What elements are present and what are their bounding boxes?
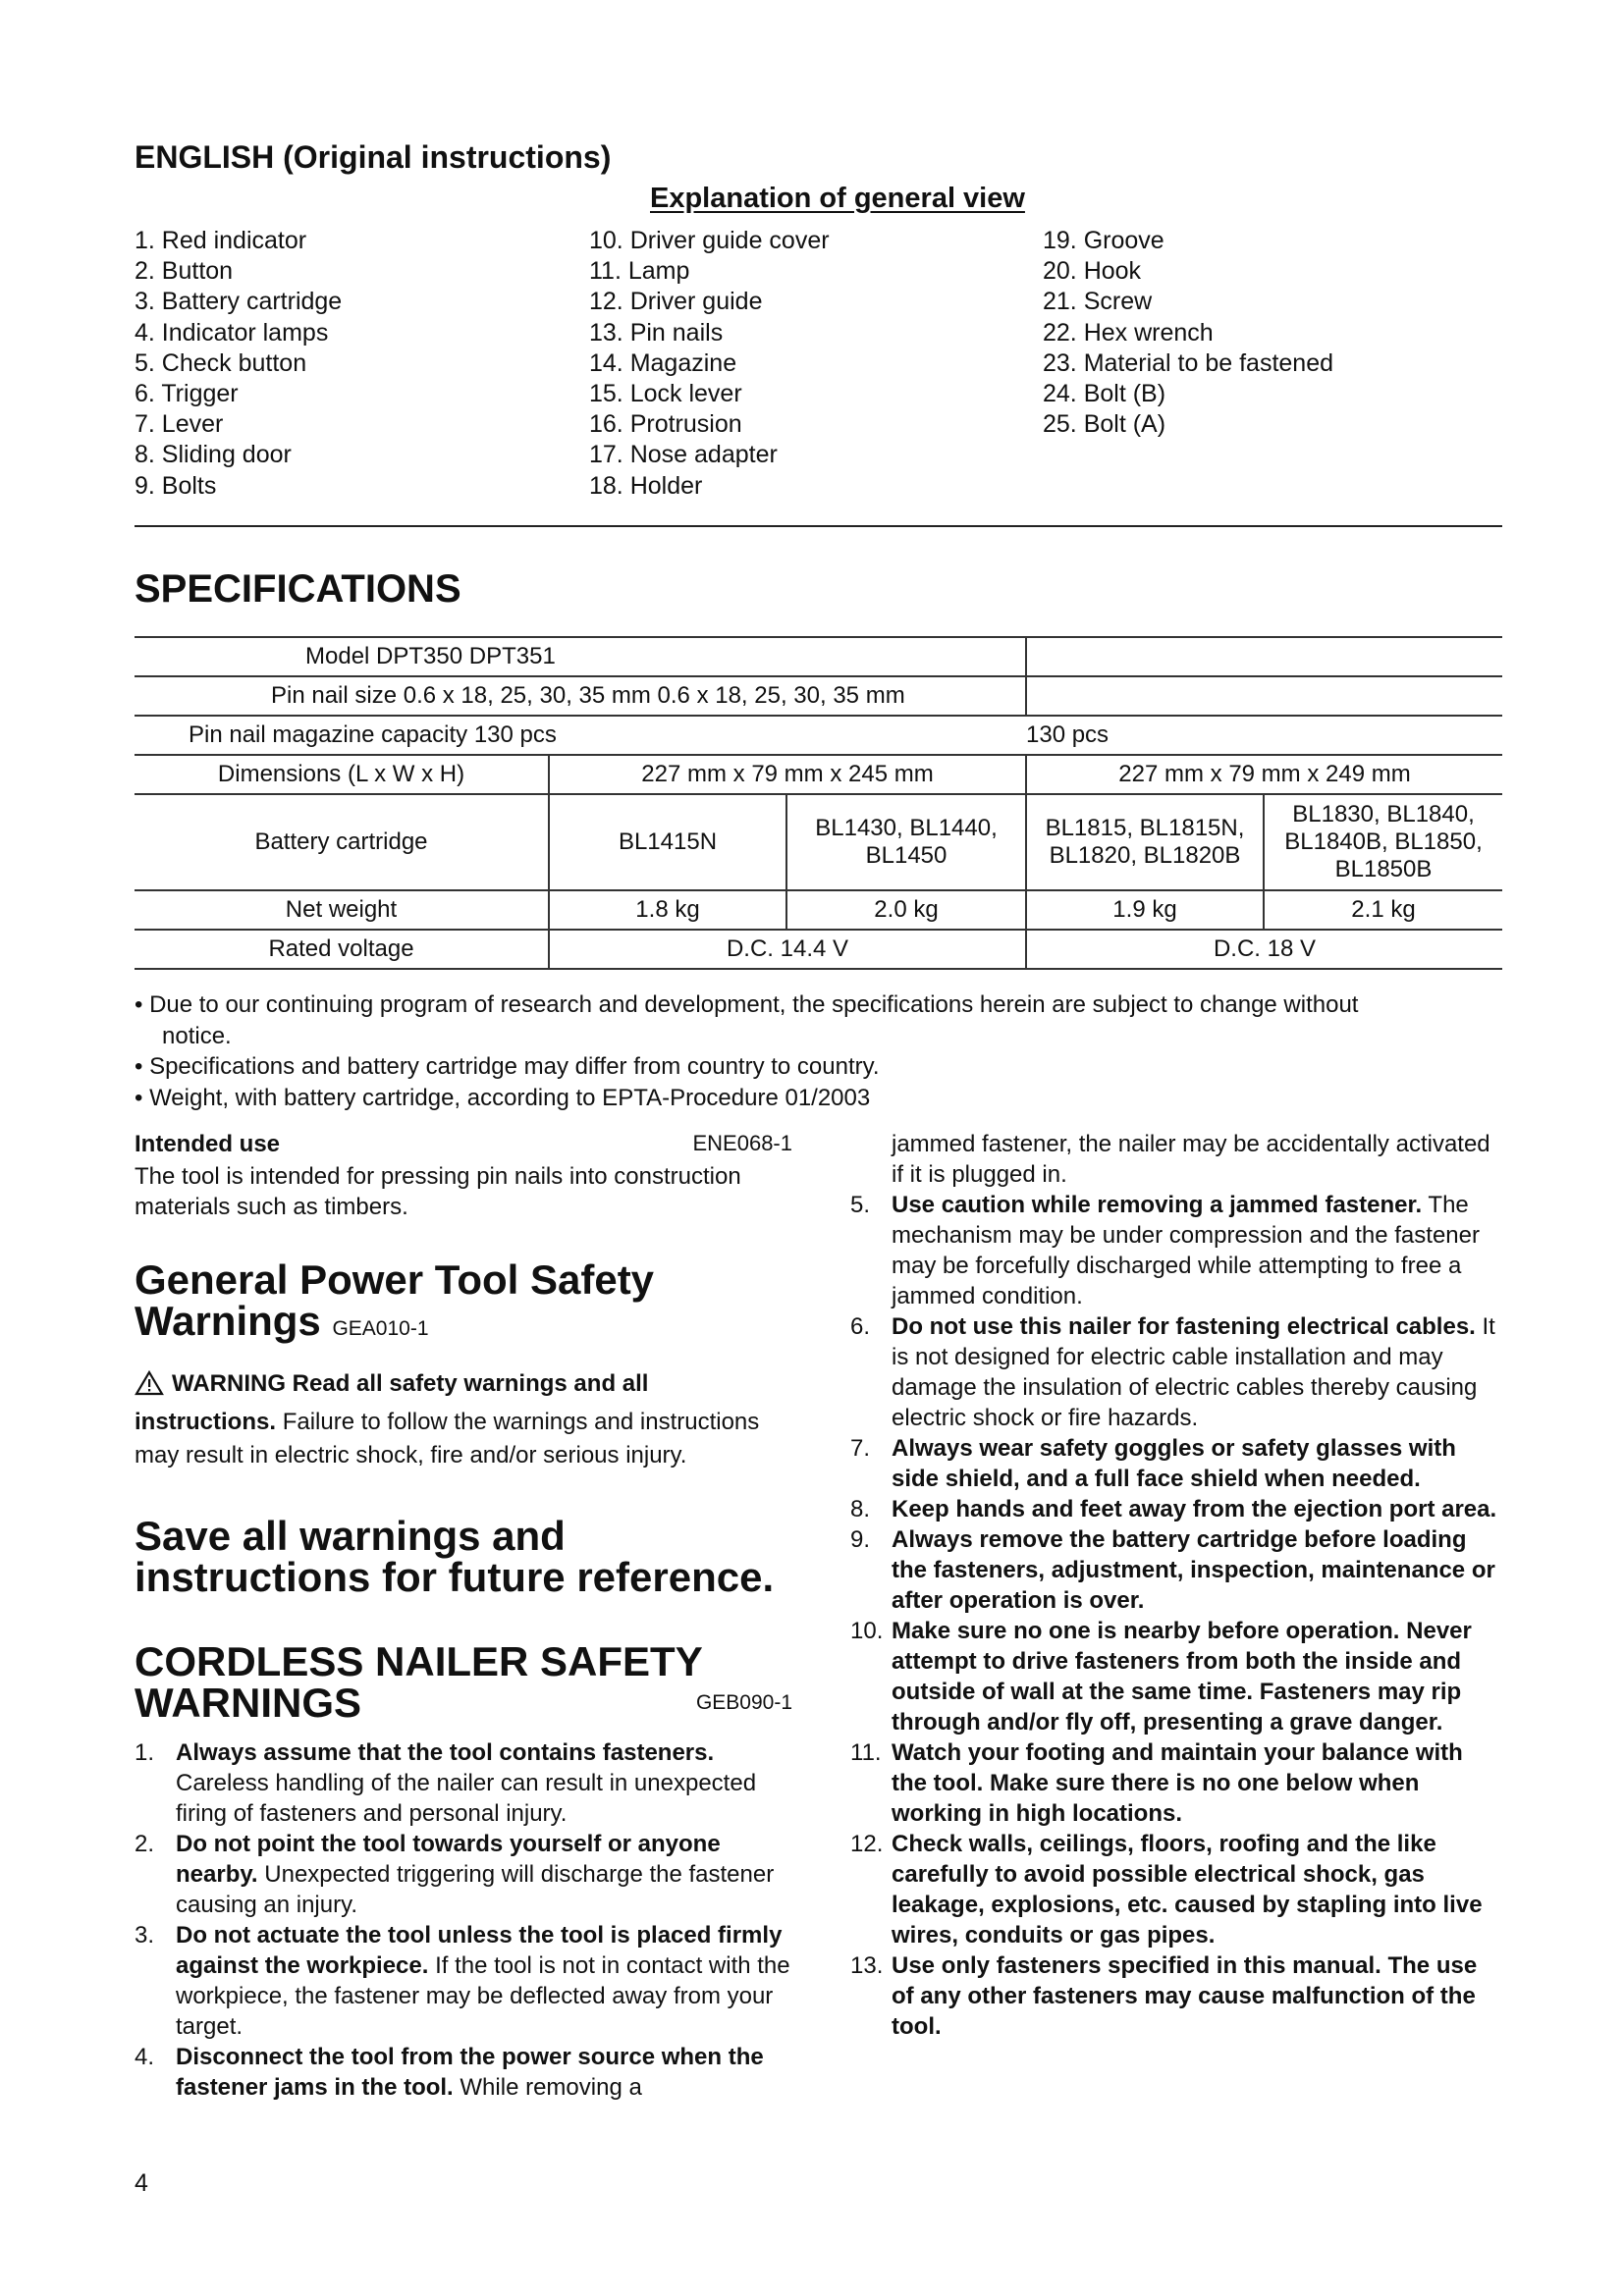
list-item: 9. Bolts [135,471,217,500]
cordless-safety-list-left [135,1737,792,2103]
cordless-safety-title: CORDLESS NAILER SAFETY [135,1638,703,1684]
continued-text: jammed fastener, the nailer may be accidentally activated if it is plugged in. [892,1131,1490,1188]
list-item: 3. Battery cartridge [135,288,343,316]
spec-value: D.C. 14.4 V [549,930,1026,969]
list-item: 1. Red indicator [135,227,307,254]
spec-value: 2.1 kg [1264,890,1502,930]
list-item: 4. Indicator lamps [135,318,329,347]
spec-value: BL1430, BL1440, BL1450 [786,794,1026,890]
spec-model-cell: Model DPT350 DPT351 [135,637,1026,676]
general-warning-text: Failure to follow the warnings and instructions may result in electric shock, fire and/or serious injury. [135,1409,760,1468]
warning-triangle-icon [135,1370,164,1406]
spec-value: 2.0 kg [786,890,1026,930]
list-item: 23. Material to be fastened [1043,348,1334,377]
general-safety-title-word: Warnings [135,1298,321,1344]
section-divider [135,525,1502,527]
list-item: 5. Check button [135,348,307,377]
list-item: 11. Lamp [589,257,690,286]
right-column [850,1129,1504,2042]
spec-empty-cell [1026,676,1502,716]
spec-value: 1.8 kg [549,890,786,930]
list-item: 13. Pin nails [589,318,724,347]
spec-capacity-cell: Pin nail magazine capacity 130 pcs [135,716,1026,755]
spec-value: BL1415N [549,794,786,890]
spec-label: Rated voltage [135,930,549,969]
list-item: 19. Groove [1043,227,1164,254]
list-item: 1. Always assume that the tool contains fasteners. Careless handling of the nailer can result in unexpected firing of fasteners and personal injury. [135,1739,757,1827]
list-item: 10. Make sure no one is nearby before operation. Never attempt to drive fasteners from both the inside and outside of wall at the same time. Fasteners may rip through and/or fly off, presenting a grave danger. [850,1618,1472,1735]
list-item: 22. Hex wrench [1043,318,1214,347]
language-title: ENGLISH (Original instructions) [135,139,612,175]
spec-capacity-cell-b: 130 pcs [1026,716,1502,755]
spec-value: D.C. 18 V [1026,930,1502,969]
list-item: 20. Hook [1043,257,1142,286]
intended-use-header [135,1131,792,1161]
table-row [135,794,1502,890]
note-line: • Weight, with battery cartridge, according to EPTA-Procedure 01/2003 [135,1084,871,1111]
table-row [135,930,1502,969]
general-view-title: Explanation of general view [650,183,1025,214]
note-line: • Due to our continuing program of research and development, the specifications herein are subject to change without [135,991,1359,1018]
general-safety-code: GEA010-1 [332,1317,429,1340]
spec-value: 1.9 kg [1026,890,1264,930]
spec-value: 227 mm x 79 mm x 245 mm [549,755,1026,794]
list-item: 6. Do not use this nailer for fastening electrical cables. It is not designed for electric cable installation and may damage the insulation of electric cables thereby causing electric shock or fire hazards. [850,1313,1495,1431]
table-row [135,890,1502,930]
list-item: 18. Holder [589,471,703,500]
general-safety-title-line2 [135,1298,792,1350]
list-item: 15. Lock lever [589,379,742,407]
list-item: 16. Protrusion [589,410,742,439]
list-item: 7. Lever [135,410,224,439]
list-item: 17. Nose adapter [589,441,778,469]
list-item: 8. Sliding door [135,441,292,469]
spec-value: 227 mm x 79 mm x 249 mm [1026,755,1502,794]
list-item: 10. Driver guide cover [589,227,830,254]
note-line: notice. [162,1022,232,1049]
general-view-column-3 [1043,226,1333,440]
intended-use-title: Intended use [135,1131,281,1157]
list-item: 13. Use only fasteners specified in this manual. The use of any other fasteners may cause malfunction of the tool. [850,1952,1478,2040]
specification-notes [135,989,1502,1113]
list-item: 2. Button [135,257,234,286]
list-item: 2. Do not point the tool towards yourself or anyone nearby. Unexpected triggering will discharge the fastener causing an injury. [135,1831,775,1918]
spec-label: Battery cartridge [135,794,549,890]
specifications-title: SPECIFICATIONS [135,567,461,611]
list-item: 14. Magazine [589,348,737,377]
list-item: 12. Check walls, ceilings, floors, roofing and the like carefully to avoid possible electrical shock, gas leakage, explosions, etc. caused by stapling into live wires, conduits or gas pipes. [850,1831,1483,1949]
list-item: 8. Keep hands and feet away from the ejection port area. [850,1496,1497,1522]
list-item: 7. Always wear safety goggles or safety glasses with side shield, and a full face shield when needed. [850,1435,1456,1492]
list-item: 25. Bolt (A) [1043,410,1166,439]
note-line: • Specifications and battery cartridge may differ from country to country. [135,1053,880,1080]
list-item: 6. Trigger [135,379,239,407]
cordless-safety-title-word: WARNINGS [135,1680,361,1726]
list-item: 12. Driver guide [589,288,763,316]
save-warnings-heading-line2: instructions for future reference. [135,1554,775,1600]
general-warning-bold: WARNING Read all safety warnings and all instructions. [135,1370,649,1435]
list-item: 21. Screw [1043,288,1153,316]
page-number: 4 [135,2169,148,2197]
table-row [135,755,1502,794]
table-row [135,676,1502,716]
list-item: 3. Do not actuate the tool unless the tool is placed firmly against the workpiece. If the tool is not in contact with the workpiece, the fastener may be deflected away from your target. [135,1922,790,2040]
table-row [135,716,1502,755]
general-view-column-1 [135,226,342,502]
intended-use-code: ENE068-1 [692,1131,792,1155]
save-warnings-heading: Save all warnings and [135,1513,566,1559]
list-item: 9. Always remove the battery cartridge before loading the fasteners, adjustment, inspection, maintenance or after operation is over. [850,1526,1495,1614]
spec-value: BL1830, BL1840, BL1840B, BL1850, BL1850B [1264,794,1502,890]
general-safety-title: General Power Tool Safety [135,1256,655,1303]
specifications-table [135,636,1502,970]
general-warning-paragraph [135,1367,792,1472]
intended-use-text: The tool is intended for pressing pin nails into construction materials such as timbers. [135,1163,741,1220]
list-item: 11. Watch your footing and maintain your balance with the tool. Make sure there is no one below when working in high locations. [850,1739,1463,1827]
table-row [135,637,1502,676]
spec-empty-cell [1026,637,1502,676]
left-column [135,1131,792,2103]
list-item: 5. Use caution while removing a jammed fastener. The mechanism may be under compression and the fastener may be forcefully discharged while attempting to free a jammed condition. [850,1192,1480,1309]
spec-size-cell: Pin nail size 0.6 x 18, 25, 30, 35 mm 0.6 x 18, 25, 30, 35 mm [135,676,1026,716]
list-item: 24. Bolt (B) [1043,379,1166,407]
list-item: 4. Disconnect the tool from the power source when the fastener jams in the tool. While removing a [135,2044,764,2101]
spec-label: Net weight [135,890,549,930]
cordless-safety-title-line2 [135,1682,792,1724]
spec-label: Dimensions (L x W x H) [135,755,549,794]
spec-value: BL1815, BL1815N, BL1820, BL1820B [1026,794,1264,890]
general-view-column-2 [589,226,830,502]
cordless-safety-code: GEB090-1 [695,1691,792,1714]
